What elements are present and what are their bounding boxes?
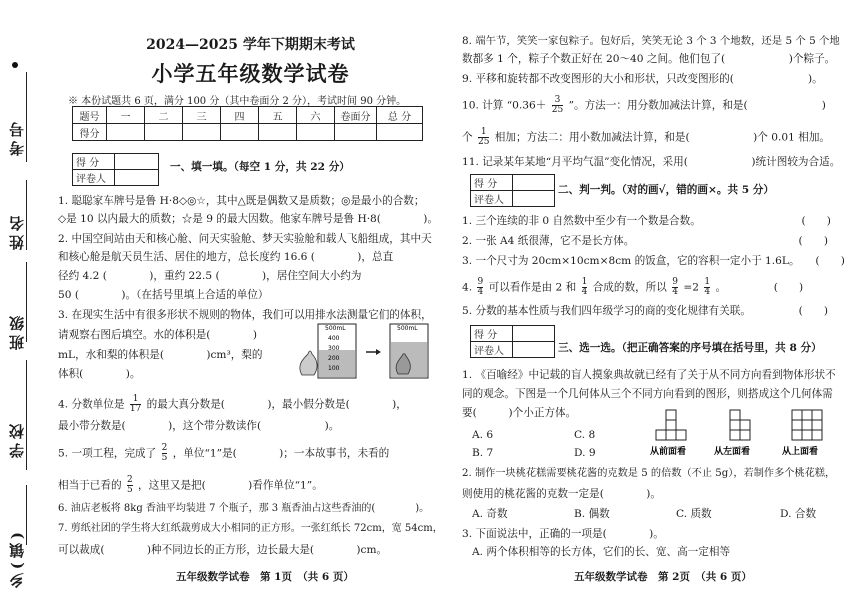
score-header-cell: 四 (221, 107, 259, 124)
beaker-unit-label: 500mL (325, 325, 346, 332)
score-table (72, 106, 423, 141)
q2-line: 50 ( )。（在括号里填上合适的单位） (58, 289, 269, 301)
score-input-cell[interactable] (107, 124, 145, 141)
q3-line: 请观察右图后填空。水的体积是( ) (58, 329, 257, 341)
beaker-water (318, 324, 356, 378)
q10-line: 10. 计算 “0.36＋ $\frac{3}{25}$ ”。方法一：用分数加减法计算，和是( ) (462, 95, 826, 115)
judge-1: 1. 三个连续的非 0 自然数中至少有一个数是合数。 ( ) (462, 215, 831, 227)
choice-option[interactable]: A. 6 (472, 429, 494, 441)
score-header-cell: 题号 (73, 107, 107, 124)
grader-score-cell[interactable] (115, 154, 159, 170)
beaker-unit-label: 500mL (397, 325, 418, 332)
grader-cell[interactable] (513, 191, 555, 207)
choice-option[interactable]: C. 8 (574, 429, 596, 441)
q9-line: 9. 平移和旋转都不改变图形的大小和形状，只改变图形的( )。 (462, 73, 823, 85)
q6-line: 6. 油店老板将 8kg 香油平均装进 7 个瓶子，那 3 瓶香油占这些香油的( )。 (58, 503, 430, 514)
score-header-cell: 二 (145, 107, 183, 124)
q3-line: 3. 在现实生活中有很多形状不规则的物体，我们可以用排水法测量它们的体积， (58, 309, 432, 321)
judge-5: 5. 分数的基本性质与我们四年级学习的商的变化规律有关联。 ( ) (462, 305, 829, 317)
grader-cell[interactable] (115, 170, 159, 186)
tick-label: 100 (328, 365, 340, 372)
view-label: 从前面看 (650, 447, 687, 457)
grader-score-cell[interactable] (513, 175, 555, 191)
view-front (656, 410, 686, 440)
score-input-cell[interactable] (221, 124, 259, 141)
fraction: $\frac{1}{17}$ (129, 394, 142, 414)
grader-score-label: 得 分 (471, 326, 513, 342)
choice-option[interactable]: B. 偶数 (574, 508, 610, 520)
arrow-head-icon (376, 349, 381, 355)
grader-score-cell[interactable] (513, 326, 555, 342)
score-input-cell[interactable] (145, 124, 183, 141)
fraction: $\frac{2}{5}$ (161, 443, 168, 463)
label-town: 乡(镇) (8, 528, 26, 589)
choice-2-line: 2. 制作一块桃花糕需要桃花酱的克数是 5 的倍数（不止 5g），若制作多个桃花糕， (462, 468, 836, 479)
page-2 (462, 0, 854, 609)
judge-3: 3. 一个尺寸为 20cm×10cm×8cm 的饭盒，它的容积一定小于 1.6L。 ( ) (462, 255, 845, 267)
score-input-cell[interactable] (377, 124, 423, 141)
tick-label: 400 (328, 335, 340, 342)
view-label: 从上面看 (782, 447, 819, 457)
q10-line: 个 $\frac{1}{25}$ 相加；方法二：用小数加减法计算，和是( )个 0.01 相加。 (462, 127, 831, 147)
score-input-cell[interactable] (259, 124, 297, 141)
q3-line: 体积( )。 (58, 368, 141, 380)
exam-notice: ※ 本份试题共 6 页，满分 100 分（其中卷面分 2 分），考试时间 90 分钟。 (68, 96, 407, 107)
q3-line: mL，水和梨的体积是( )cm³，梨的 (58, 349, 263, 361)
grader-box-2 (470, 174, 555, 207)
grader-score-label: 得 分 (73, 154, 115, 170)
score-input-cell[interactable] (335, 124, 377, 141)
q1-line: 1. 聪聪家车牌号是鲁 H·8◇◎☆，其中△既是偶数又是质数；◎是最小的合数； (58, 195, 425, 207)
q2-line: 和核心舱是航天员生活、居住的地方，总长度约 16.6 ( )，总直 (58, 251, 394, 263)
beaker-figure (298, 320, 443, 382)
binding-strip (0, 0, 44, 609)
choice-1-line: 要( )个小正方体。 (462, 407, 577, 419)
q11-line: 11. 记录某年某地“月平均气温”变化情况，采用( )统计图较为合适。 (462, 156, 841, 168)
tick-label: 200 (328, 355, 340, 362)
q5-line: 相当于已看的 $\frac{2}{5}$ ，这里又是把( )看作单位“1”。 (58, 475, 323, 495)
fraction: $\frac{1}{4}$ (704, 277, 711, 297)
judge-4: 4. $\frac{9}{4}$ 可以看作是由 2 和 $\frac{1}{4}$ 合成的数，所以 $\frac{9}{4}$ =2 $\frac{1}{4}$ 。 ( ) (462, 277, 804, 297)
q5-line: 5. 一项工程，完成了 $\frac{2}{5}$ ，单位“1”是( )；一本故事书，未看的 (58, 443, 390, 463)
fraction: $\frac{9}{4}$ (672, 277, 678, 297)
grader-label: 评卷人 (471, 191, 513, 207)
tick-label: 300 (328, 345, 340, 352)
fraction: $\frac{1}{4}$ (581, 277, 588, 297)
score-row-label: 得分 (73, 124, 107, 141)
grader-score-label: 得 分 (471, 175, 513, 191)
fraction: $\frac{1}{25}$ (477, 127, 490, 147)
section-2-heading: 二、判一判。（对的画√，错的画×。共 5 分） (558, 184, 774, 196)
q8-line: 数都多 1 个，粽子个数正好在 20～40 之间。他们包了( )个粽子。 (462, 53, 836, 65)
page-1 (58, 0, 443, 609)
label-school: 学校 (8, 420, 26, 458)
pear-icon (300, 351, 317, 375)
choice-3-line: 3. 下面说法中，正确的一项是( )。 (462, 528, 664, 540)
q2-line: 径约 4.2 ( )，重约 22.5 ( )，居住空间大小约为 (58, 270, 362, 282)
exam-subtitle: 小学五年级数学试卷 (151, 61, 350, 86)
q4-line: 4. 分数单位是 $\frac{1}{17}$ 的最大真分数是( )，最小假分数是( )， (58, 394, 407, 414)
score-header-cell: 三 (183, 107, 221, 124)
q4-line: 最小带分数是( )，这个带分数读作( )。 (58, 420, 340, 432)
view-left (730, 410, 750, 440)
judge-2: 2. 一张 A4 纸很薄，它不是长方体。 ( ) (462, 235, 828, 247)
q7-line: 7. 剪纸社团的学生将大红纸裁剪成大小相同的正方形。一张红纸长 72cm，宽 54cm， (58, 523, 443, 534)
choice-option[interactable]: D. 合数 (780, 508, 817, 520)
page-footer: 五年级数学试卷 第 2页 （共 6 页） (574, 571, 752, 583)
score-header-cell: 卷面分 (335, 107, 377, 124)
score-input-cell[interactable] (297, 124, 335, 141)
section-3-heading: 三、选一选。（把正确答案的序号填在括号里，共 8 分） (558, 342, 822, 354)
choice-option[interactable]: D. 9 (574, 447, 596, 459)
label-name: 姓名 (8, 212, 26, 250)
score-header-cell: 一 (107, 107, 145, 124)
grader-box-3 (470, 325, 555, 358)
q2-line: 2. 中国空间站由天和核心舱、问天实验舱、梦天实验舱和载人飞船组成，其中天 (58, 233, 432, 245)
fraction: $\frac{2}{5}$ (126, 475, 133, 495)
score-header-cell: 总 分 (377, 107, 423, 124)
fraction: $\frac{9}{4}$ (477, 277, 484, 297)
grader-label: 评卷人 (471, 342, 513, 358)
label-class: 班级 (8, 312, 26, 350)
three-views-figure (648, 404, 854, 460)
choice-2-line: 则使用的桃花酱的克数一定是( )。 (462, 488, 661, 500)
choice-option[interactable]: A. 两个体积相等的长方体，它们的长、宽、高一定相等 (472, 546, 731, 558)
q1-line: ◇是 10 以内最大的质数；☆是 9 的最大因数。他家车牌号是鲁 H·8( )。 (58, 213, 439, 225)
binding-dot (12, 62, 18, 68)
grader-cell[interactable] (513, 342, 555, 358)
page-footer: 五年级数学试卷 第 1页 （共 6 页） (176, 571, 354, 583)
grader-box-1 (72, 153, 159, 186)
grader-label: 评卷人 (73, 170, 115, 186)
fraction: $\frac{3}{25}$ (551, 95, 564, 115)
q8-line: 8. 端午节，笑笑一家包粽子。包好后，笑笑无论 3 个 3 个地数，还是 5 个 5 个地 (462, 35, 840, 47)
score-header-cell: 五 (259, 107, 297, 124)
choice-option[interactable]: C. 质数 (676, 508, 712, 520)
choice-option[interactable]: A. 奇数 (472, 508, 508, 520)
label-exam-number: 考号 (8, 118, 26, 156)
q7-line: 可以裁成( )种不同边长的正方形，边长最大是( )cm。 (58, 544, 388, 556)
score-input-cell[interactable] (183, 124, 221, 141)
choice-option[interactable]: B. 7 (472, 447, 494, 459)
exam-title: 2024—2025 学年下期期末考试 (146, 37, 355, 53)
section-1-heading: 一、填一填。（每空 1 分，共 22 分） (170, 161, 350, 173)
view-label: 从左面看 (714, 447, 751, 457)
beaker-with-pear (390, 324, 428, 378)
view-top (792, 410, 822, 440)
choice-1-line: 1. 《百喻经》中记载的盲人摸象典故就已经有了关于从不同方向看到物体形状不 (462, 369, 836, 381)
choice-1-line: 同的观念。下图是一个几何体从三个不同方向看到的图形，则搭成这个几何体需 (462, 388, 833, 400)
score-header-cell: 六 (297, 107, 335, 124)
